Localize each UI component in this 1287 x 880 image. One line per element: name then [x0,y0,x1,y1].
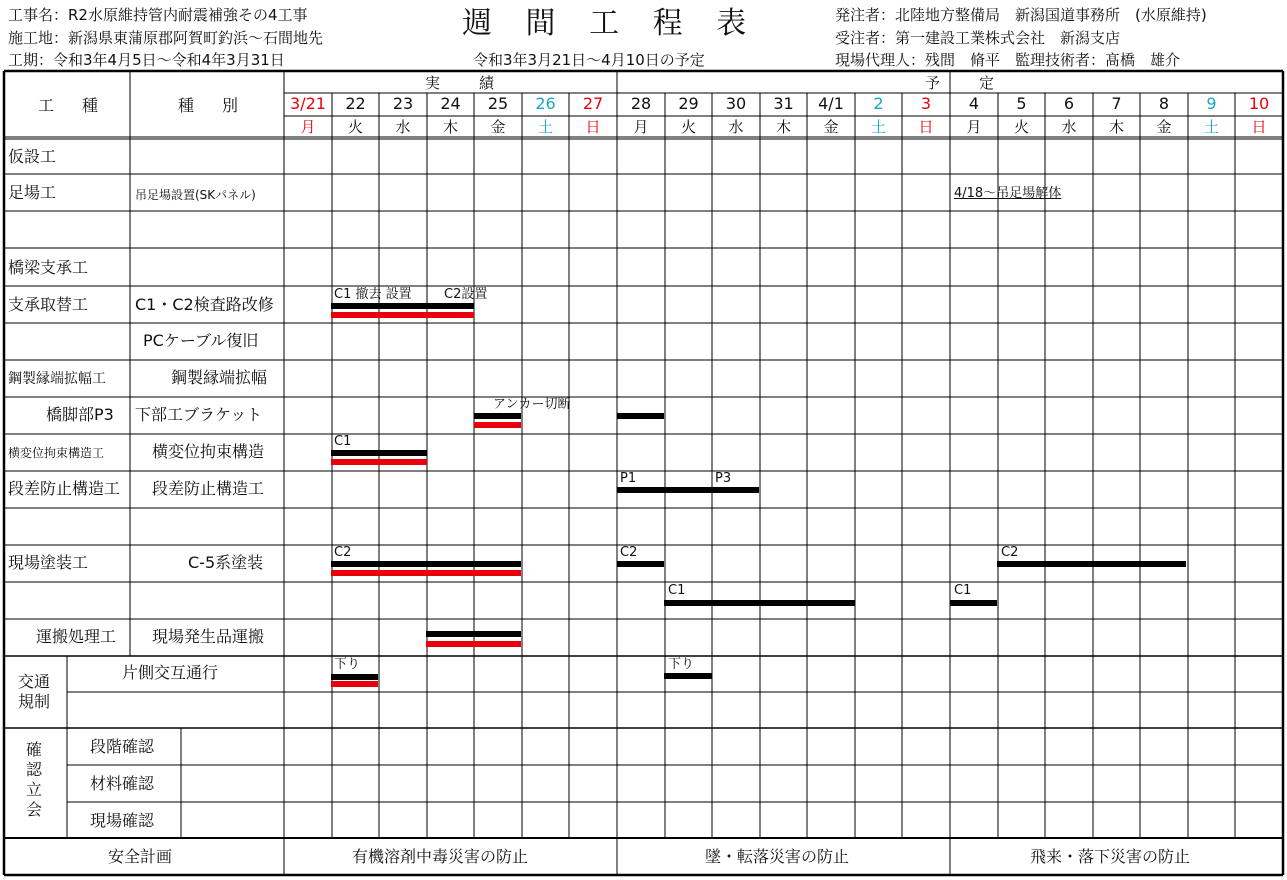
row-kakunin-1: 段階確認 [90,737,155,756]
day-date: 26 [535,94,556,113]
day-date: 22 [345,94,366,113]
row-shoukae-sub: C1・C2検査路改修 [135,295,274,314]
anno-c2-install: C2設置 [444,287,488,302]
day-of-week: 金 [823,118,839,136]
col-header-category: 種 別 [178,96,245,115]
project-period: 工期：令和3年4月5日～令和4年3月31日 [8,51,285,69]
bar-yokohen-plan [331,450,427,456]
bar-shoukae-plan [331,303,474,309]
anno-tosou-c2c: C2 [1001,545,1019,560]
row-kotsu: 交通規制 [18,672,51,711]
anzen-item-2: 墜・転落災害の防止 [705,847,850,866]
contractor: 受注者：第一建設工業株式会社 新潟支店 [835,29,1121,47]
row-yokohen: 横変位拘束構造工 [8,446,105,460]
day-date: 3/21 [290,94,326,113]
day-of-week: 水 [395,118,411,136]
bar-unpan-plan [426,631,521,637]
day-of-week: 月 [633,118,649,136]
bar-yokohen-actual [331,459,427,465]
day-of-week: 金 [490,118,506,136]
row-kakunin-3: 現場確認 [90,811,155,830]
row-kyoryo: 橋梁支承工 [8,258,89,277]
day-of-week: 木 [1108,118,1124,136]
row-kyakubu-sub: 下部工ブラケット [135,405,263,424]
anno-tosou-c2b: C2 [620,545,638,560]
day-of-week: 火 [680,118,696,136]
row-ashiba: 足場工 [8,183,57,202]
day-date: 4/1 [818,94,844,113]
day-date: 6 [1063,94,1075,113]
day-of-week: 日 [585,118,601,136]
bar-tosou-plan-3 [997,561,1186,567]
day-date: 10 [1248,94,1270,113]
row-yokohen-sub: 横変位拘束構造 [152,442,265,461]
day-date: 7 [1111,94,1122,113]
day-of-week: 土 [537,118,553,136]
day-of-week: 日 [1251,118,1267,136]
ashiba-note: 4/18～吊足場解体 [954,186,1062,201]
day-date: 2 [873,94,884,113]
day-of-week: 月 [300,118,316,136]
row-kousei-sub: 鋼製縁端拡幅 [171,368,268,387]
row-anzen: 安全計画 [108,847,173,866]
bar-tosou-actual [331,570,521,576]
day-date: 8 [1158,94,1170,113]
anno-dansa-p3: P3 [715,471,732,486]
day-date: 29 [678,94,699,113]
day-of-week: 月 [966,118,982,136]
day-date: 5 [1016,94,1027,113]
day-of-week: 金 [1156,118,1172,136]
anno-yoko-c1: C1 [334,434,352,449]
bar-unpan-actual [426,641,521,647]
day-date: 9 [1206,94,1217,113]
row-pc-sub: PCケーブル復旧 [143,331,259,350]
bar-tosou-c1-plan-2 [950,600,997,606]
day-of-week: 火 [1013,118,1029,136]
row-tosou: 現場塗装工 [8,553,89,572]
anno-tosou-c2a: C2 [334,545,352,560]
anzen-item-1: 有機溶剤中毒災害の防止 [352,847,529,866]
bar-kyakubu-plan [474,413,521,419]
anzen-item-3: 飛来・落下災害の防止 [1030,847,1191,866]
bar-tosou-plan-2 [617,561,664,567]
row-unpan-sub: 現場発生品運搬 [152,627,265,646]
bar-tosou-c1-plan [664,600,855,606]
row-shoukae: 支承取替工 [8,295,89,314]
row-ashiba-sub: 吊足場設置(SKパネル) [135,188,256,202]
day-date: 31 [773,94,794,113]
day-date: 25 [487,94,509,113]
row-unpan: 運搬処理工 [36,627,117,646]
bar-kotsu-plan-2 [664,673,712,679]
day-date: 28 [630,94,652,113]
anno-anchor: アンカー切断 [493,397,571,412]
bar-dansa-plan [617,487,759,493]
anno-c1-removal: C1 撤去 設置 [334,287,412,302]
anno-tosou-c1a: C1 [668,583,686,598]
anno-tosou-c1b: C1 [954,583,972,598]
bar-kyakubu-actual [474,422,521,428]
anno-dansa-p1: P1 [620,471,637,486]
page-title: 週 間 工 程 表 [462,6,759,41]
bar-kyakubu-plan-2 [617,413,664,419]
row-kakunin: 確認立会 [26,740,43,819]
bar-kotsu-plan [331,674,378,680]
day-of-week: 土 [870,118,886,136]
day-date: 23 [392,94,414,113]
bar-shoukae-actual [331,312,474,318]
day-of-week: 木 [442,118,458,136]
row-kakunin-2: 材料確認 [90,774,155,793]
day-of-week: 土 [1203,118,1219,136]
row-kasetsu: 仮設工 [8,147,57,166]
day-of-week: 水 [728,118,744,136]
row-kousei: 鋼製縁端拡幅工 [8,371,106,387]
day-date: 24 [440,94,461,113]
col-header-work-type: 工 種 [38,96,105,115]
day-date: 3 [920,94,932,113]
row-tosou-sub: C-5系塗装 [188,553,264,572]
plan-label: 予 定 [925,74,1007,92]
bar-kotsu-actual [331,681,378,687]
row-dansa-sub: 段差防止構造工 [152,479,265,498]
day-of-week: 水 [1061,118,1077,136]
actual-label: 実 績 [425,74,507,92]
row-kotsu-sub: 片側交互通行 [122,663,219,682]
client: 発注者：北陸地方整備局 新潟国道事務所 (水原維持) [835,6,1207,24]
anno-kotsu-b: 下り [668,657,695,672]
row-dansa: 段差防止構造工 [8,479,121,498]
site-manager: 現場代理人：残間 脩平 監理技術者：髙橋 雄介 [835,51,1181,69]
day-of-week: 火 [347,118,363,136]
project-location: 施工地：新潟県東蒲原郡阿賀町釣浜～石間地先 [8,29,324,47]
day-date: 4 [968,94,980,113]
anno-kotsu-a: 下り [334,657,361,672]
row-kyakubu: 橋脚部P3 [46,405,114,424]
project-name: 工事名：R2水原維持管内耐震補強その4工事 [8,6,308,24]
day-date: 27 [582,94,604,113]
day-of-week: 日 [918,118,934,136]
bar-tosou-plan [331,561,521,567]
page-subtitle: 令和3年3月21日～4月10日の予定 [473,51,705,69]
day-of-week: 木 [775,118,791,136]
day-date: 30 [725,94,747,113]
